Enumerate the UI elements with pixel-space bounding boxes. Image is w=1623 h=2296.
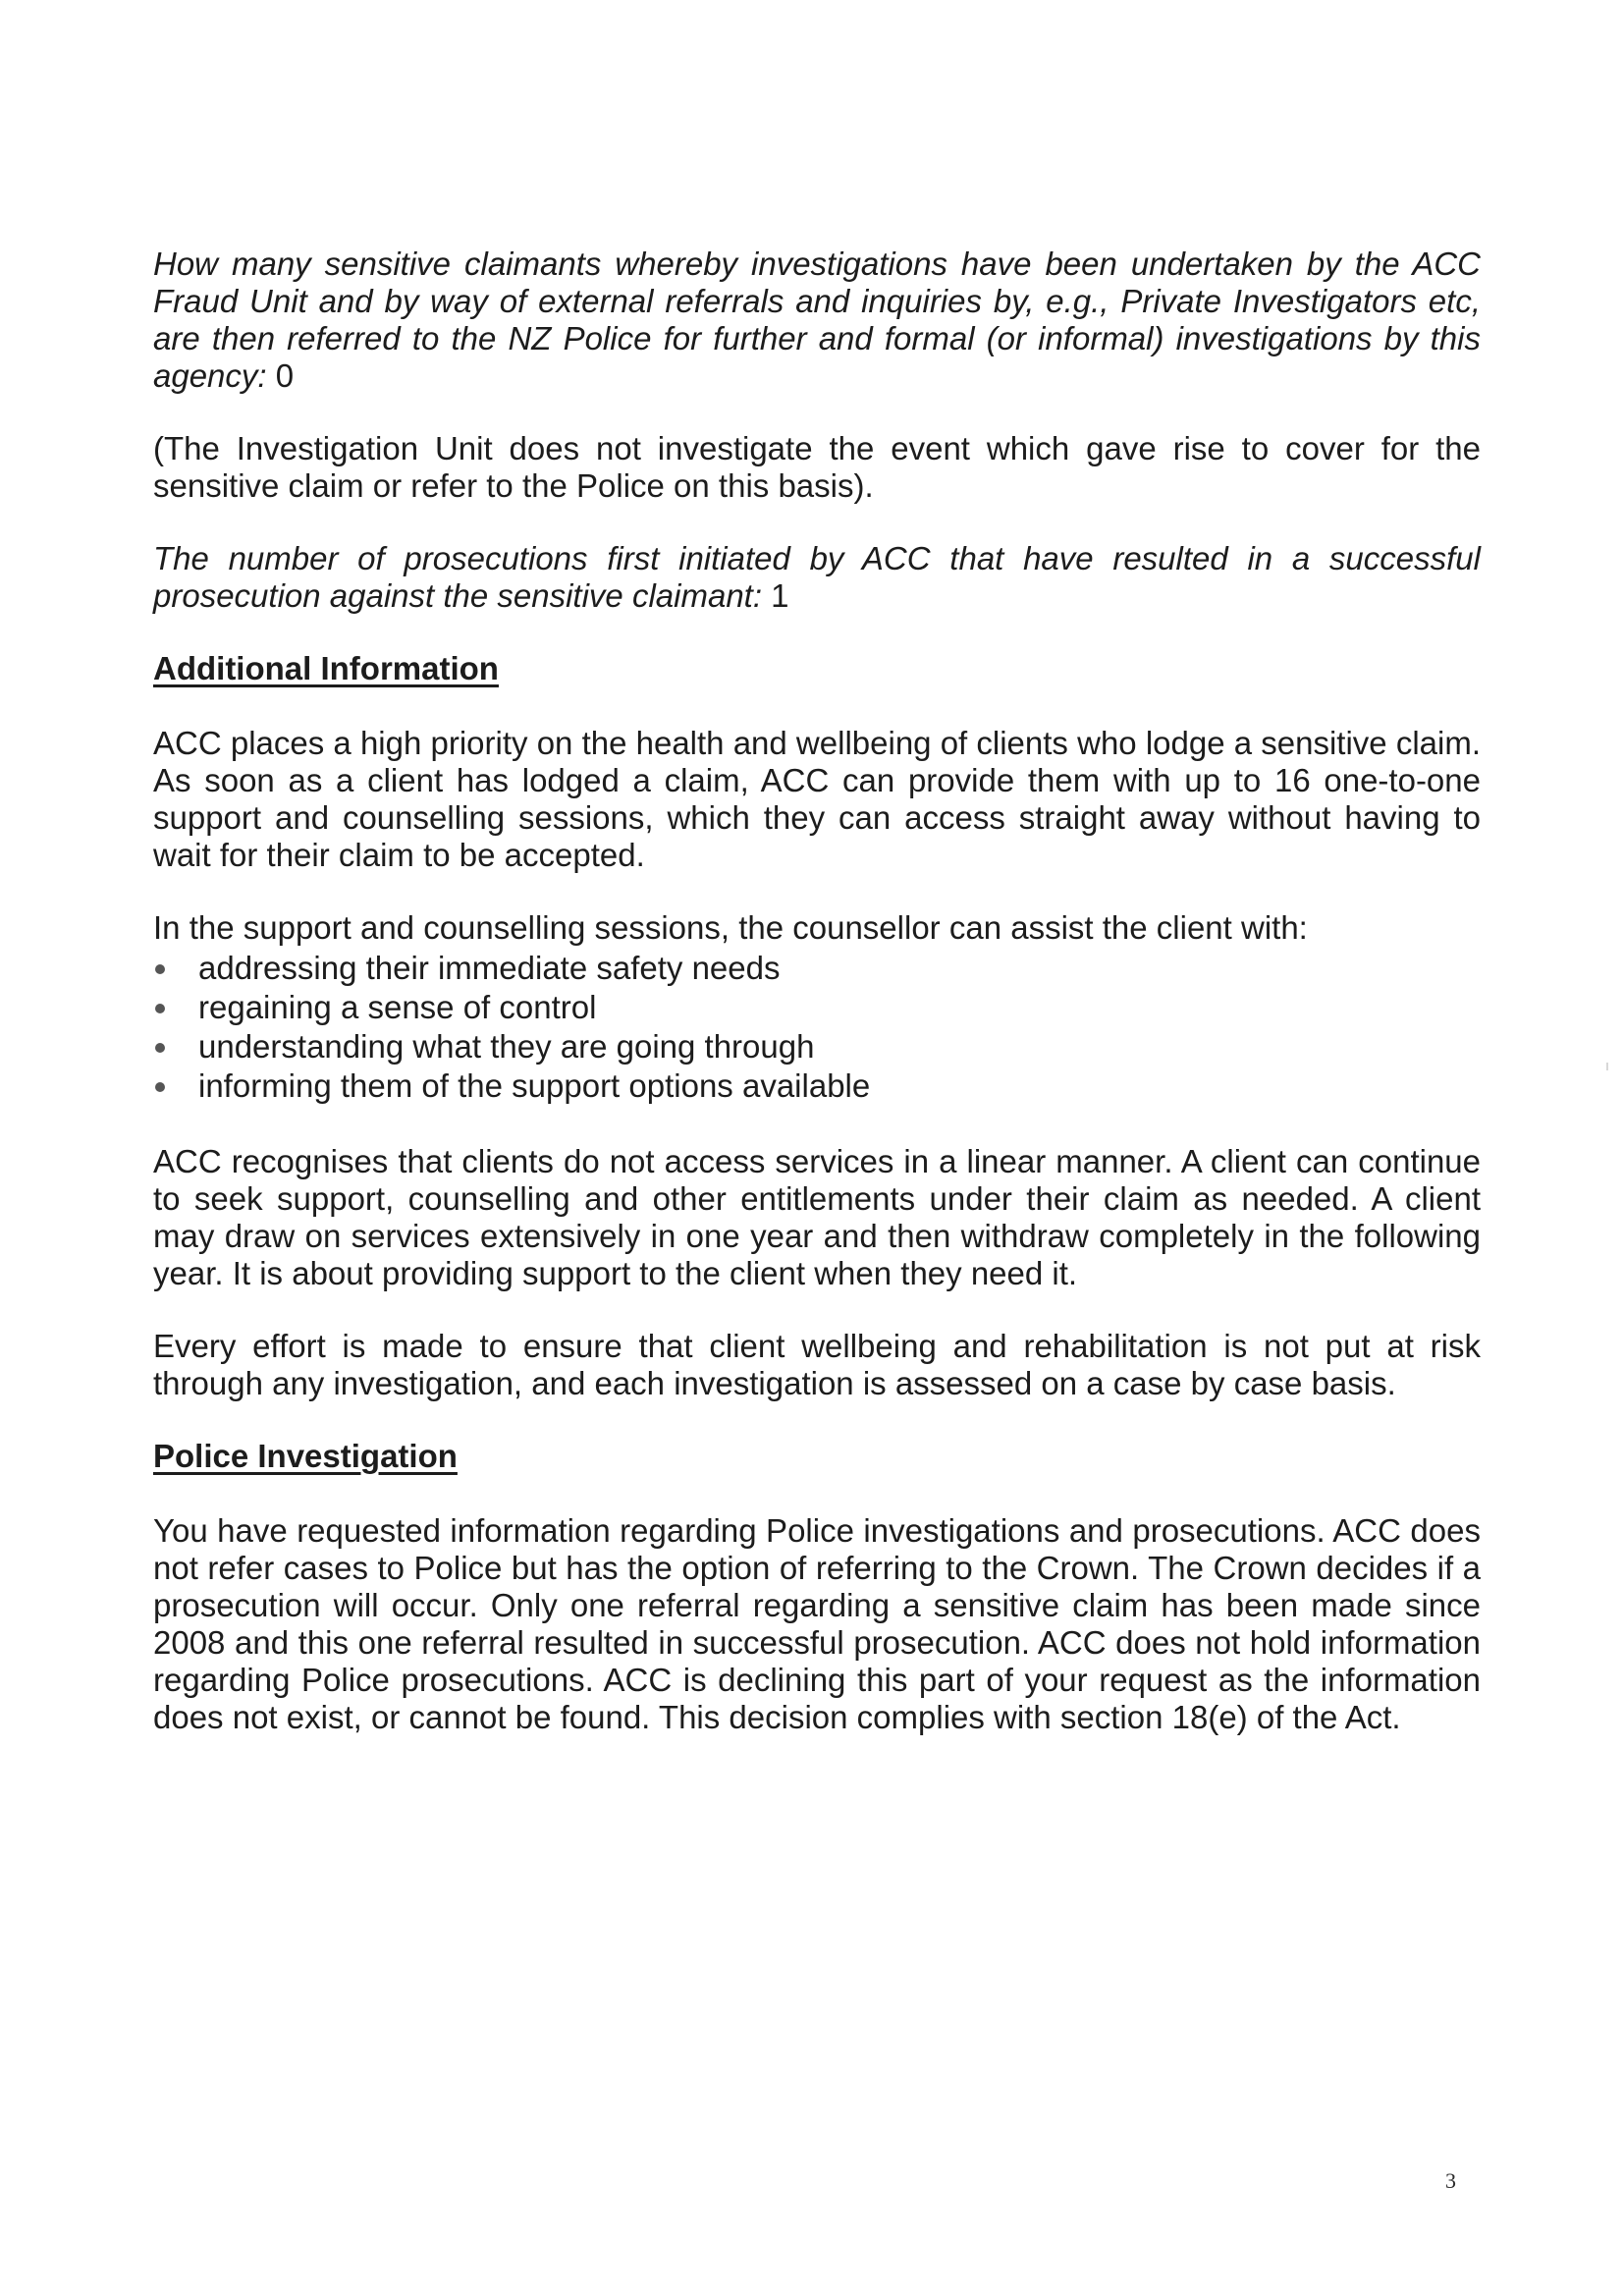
bullet-icon [155, 1004, 165, 1013]
scan-margin-mark [1606, 1063, 1608, 1070]
list-item [153, 988, 1481, 1027]
list-item-text: regaining a sense of control [198, 989, 597, 1025]
question-1-text: How many sensitive claimants whereby investigations have been undertaken by the ACC Fraud Unit and by way of external referrals and inquiries by, e.g., Private Investigators etc, are then referred to the NZ Police for further and formal (or informal) investigations by this agency: [153, 246, 1481, 394]
bullet-icon [155, 964, 165, 974]
question-2-text: The number of prosecutions first initiated by ACC that have resulted in a successful prosecution against the sensitive claimant: [153, 540, 1481, 614]
bullet-icon [155, 1082, 165, 1092]
additional-information-paragraph-1: ACC places a high priority on the health and wellbeing of clients who lodge a sensitive claim. As soon as a client has lodged a claim, ACC can provide them with up to 16 one-to-one support and counselling sessions, which they can access straight away without having to wait for their claim to be accepted. [153, 725, 1481, 873]
list-item [153, 949, 1481, 988]
additional-information-heading: Additional Information [153, 650, 499, 686]
bullet-icon [155, 1043, 165, 1053]
support-sessions-list [153, 949, 1481, 1106]
question-2-paragraph [153, 540, 1481, 615]
police-investigation-heading: Police Investigation [153, 1438, 458, 1474]
list-item [153, 1027, 1481, 1066]
list-item-text: understanding what they are going through [198, 1028, 815, 1065]
question-2-answer: 1 [762, 577, 789, 614]
question-1-paragraph [153, 246, 1481, 395]
list-item-text: informing them of the support options available [198, 1067, 871, 1104]
police-investigation-paragraph: You have requested information regarding Police investigations and prosecutions. ACC does not refer cases to Police but has the option of referring to the Crown. The Crown decides if a prosecution will occur. Only one referral regarding a sensitive claim has been made since 2008 and this one referral resulted in successful prosecution. ACC does not hold information regarding Police prosecutions. ACC is declining this part of your request as the information does not exist, or cannot be found. This decision complies with section 18(e) of the Act. [153, 1512, 1481, 1735]
document-body [153, 246, 1481, 1772]
additional-information-paragraph-2: ACC recognises that clients do not access services in a linear manner. A client can continue to seek support, counselling and other entitlements under their claim as needed. A client may draw on services extensively in one year and then withdraw completely in the following year. It is about providing support to the client when they need it. [153, 1143, 1481, 1291]
support-sessions-lead: In the support and counselling sessions, the counsellor can assist the client with: [153, 909, 1308, 946]
question-1-answer: 0 [266, 357, 295, 394]
list-item-text: addressing their immediate safety needs [198, 950, 781, 986]
investigation-unit-note: (The Investigation Unit does not investigate the event which gave rise to cover for the sensitive claim or refer to the Police on this basis). [153, 430, 1481, 504]
list-item [153, 1066, 1481, 1106]
additional-information-paragraph-3: Every effort is made to ensure that client wellbeing and rehabilitation is not put at risk through any investigation, and each investigation is assessed on a case by case basis. [153, 1328, 1481, 1401]
page-number: 3 [1445, 2168, 1456, 2193]
